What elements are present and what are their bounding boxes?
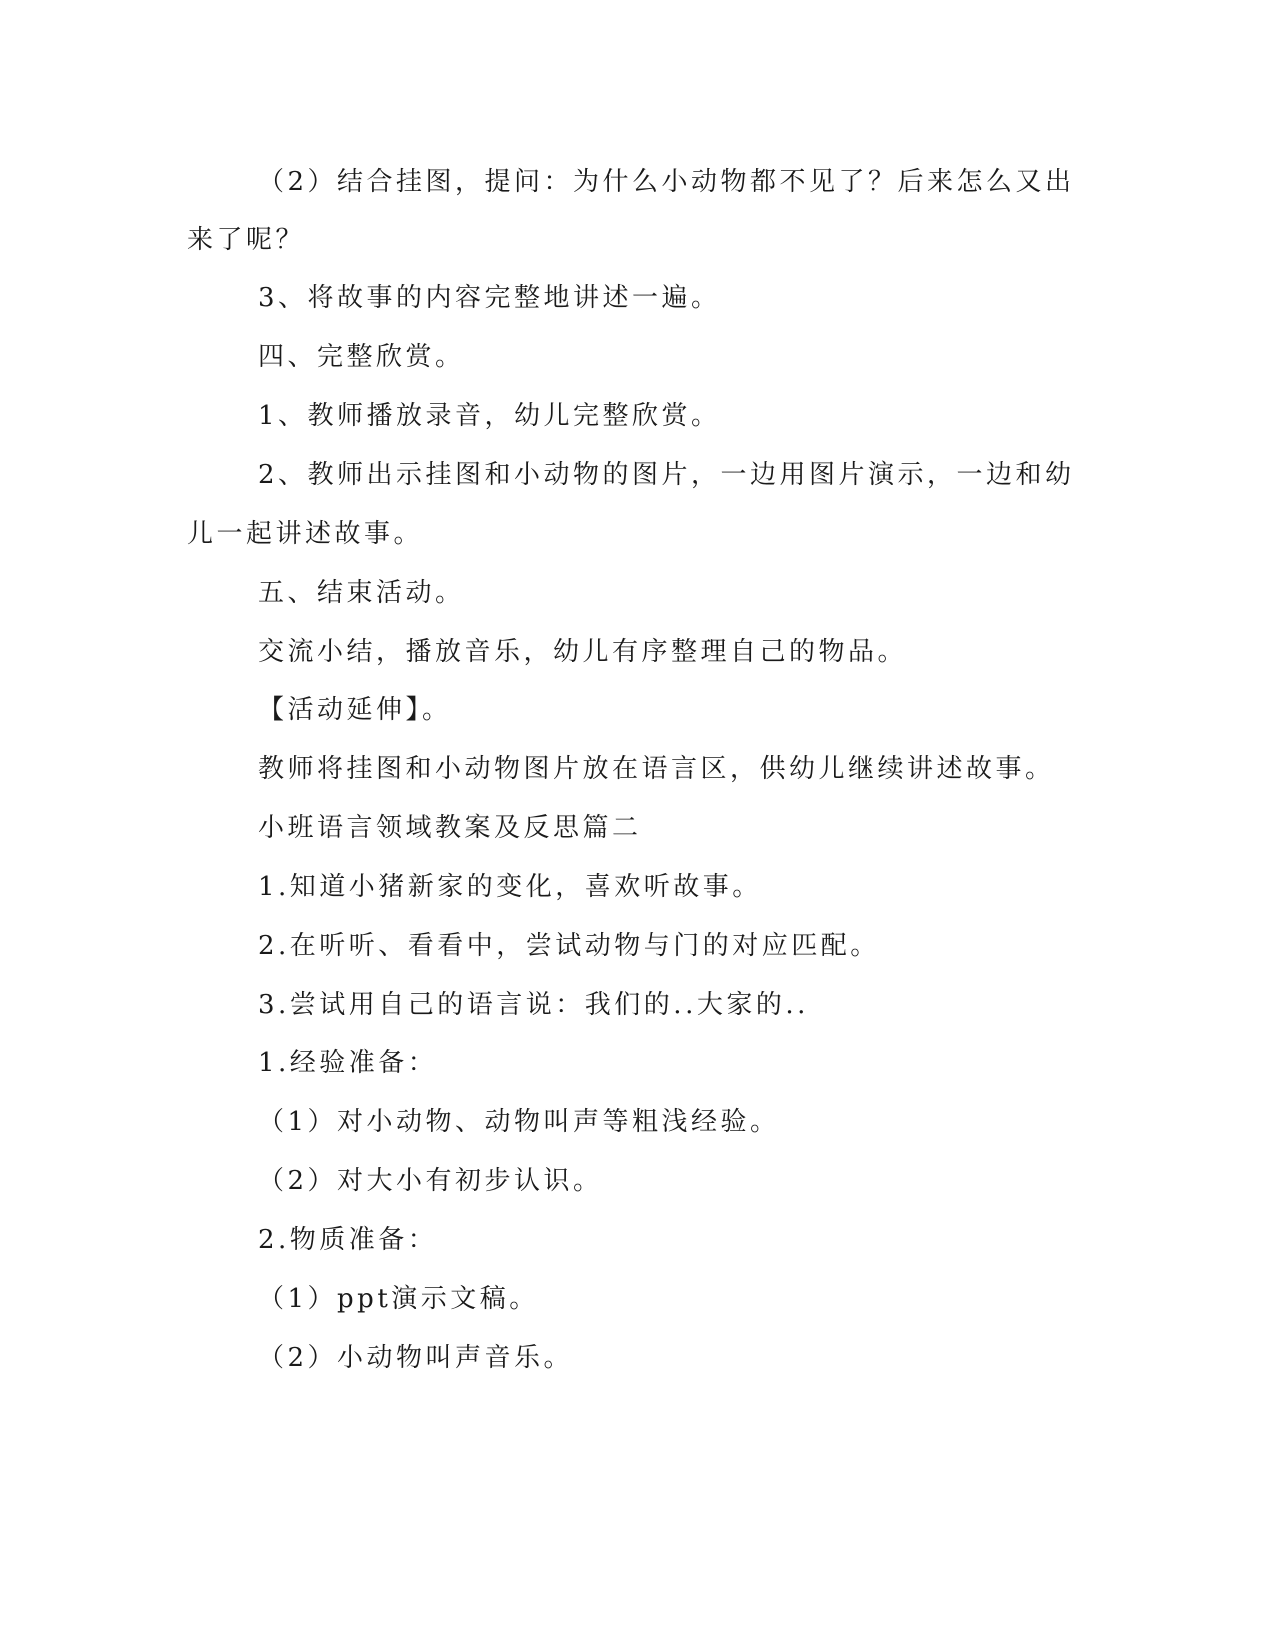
text-line: （1）对小动物、动物叫声等粗浅经验。 [258,1107,780,1137]
text-line: 来了呢？ [187,225,306,255]
text-line: 3.尝试用自己的语言说：我们的..大家的.. [258,990,809,1020]
section-heading: 四、完整欣赏。 [258,342,465,372]
article-title: 小班语言领域教案及反思篇二 [258,813,642,843]
text-line: 2.在听听、看看中，尝试动物与门的对应匹配。 [258,931,880,961]
section-heading: 1.经验准备： [258,1048,438,1078]
text-line: 儿一起讲述故事。 [187,519,424,549]
section-heading: 五、结束活动。 [258,578,465,608]
text-line: （2）对大小有初步认识。 [258,1166,603,1196]
text-line: 2、教师出示挂图和小动物的图片，一边用图片演示，一边和幼 [258,460,1075,490]
text-line: （1）ppt演示文稿。 [258,1284,539,1314]
section-heading: 2.物质准备： [258,1225,438,1255]
text-line: 3、将故事的内容完整地讲述一遍。 [258,283,721,313]
section-heading: 【活动延伸】。 [258,695,452,725]
text-line: （2）结合挂图，提问：为什么小动物都不见了？后来怎么又出 [258,167,1075,197]
text-line: 1、教师播放录音，幼儿完整欣赏。 [258,401,721,431]
text-line: 交流小结，播放音乐，幼儿有序整理自己的物品。 [258,637,908,667]
text-line: 1.知道小猪新家的变化，喜欢听故事。 [258,872,762,902]
text-line: （2）小动物叫声音乐。 [258,1343,574,1373]
text-line: 教师将挂图和小动物图片放在语言区，供幼儿继续讲述故事。 [258,754,1055,784]
